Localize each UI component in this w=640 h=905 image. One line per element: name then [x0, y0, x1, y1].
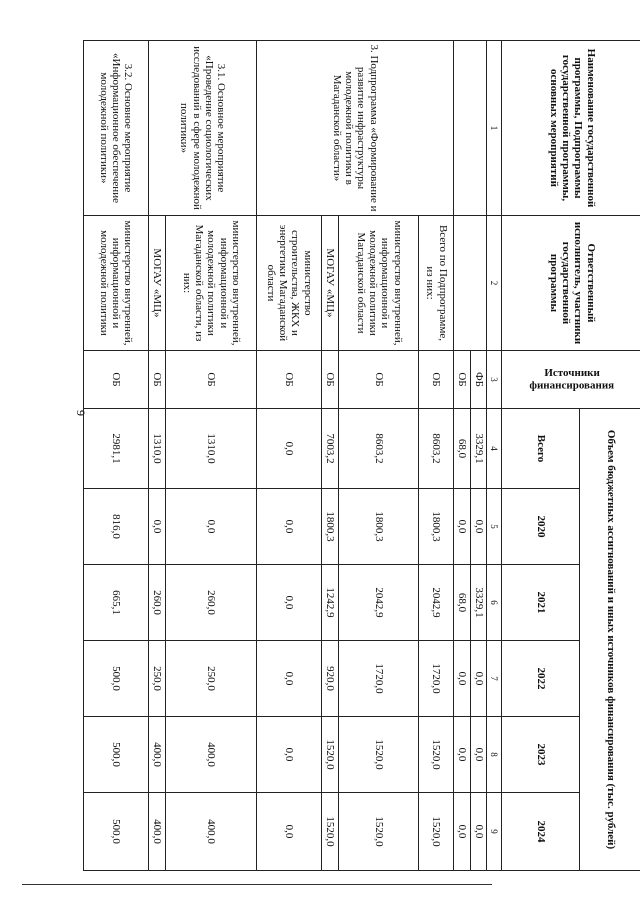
- header-year-2024: 2024: [502, 793, 580, 871]
- header-executor: Ответственный исполнитель, участники государственной программы: [502, 216, 640, 351]
- value-cell: 1800,3: [419, 489, 454, 565]
- value-cell: 1310,0: [166, 409, 257, 489]
- measure-3-1-name: 3.1. Основное мероприятие «Проведение социологических исследований в сфере молодежной политики»: [149, 41, 257, 216]
- col-num: 8: [487, 717, 502, 793]
- table-row: [166, 41, 257, 871]
- col-num: 1: [487, 41, 502, 216]
- source-cell: ОБ: [419, 351, 454, 409]
- value-cell: 1800,3: [339, 489, 419, 565]
- col-num: 3: [487, 351, 502, 409]
- rotated-page-content: [83, 40, 640, 870]
- source-cell: ОБ: [339, 351, 419, 409]
- value-cell: 1520,0: [322, 717, 339, 793]
- value-cell: 0,0: [257, 409, 322, 489]
- source-cell: ФБ: [470, 351, 487, 409]
- col-num: 7: [487, 641, 502, 717]
- value-cell: 2042,9: [419, 565, 454, 641]
- empty-cell: [454, 216, 487, 351]
- value-cell: 400,0: [149, 793, 166, 871]
- column-number-row: [487, 41, 502, 871]
- value-cell: 0,0: [454, 717, 471, 793]
- value-cell: 400,0: [149, 717, 166, 793]
- value-cell: 1520,0: [322, 793, 339, 871]
- bottom-divider: [22, 884, 492, 885]
- col-num: 9: [487, 793, 502, 871]
- value-cell: 1720,0: [339, 641, 419, 717]
- value-cell: 500,0: [84, 793, 149, 871]
- value-cell: 0,0: [454, 489, 471, 565]
- value-cell: 250,0: [149, 641, 166, 717]
- executor-cell: МОГАУ «МЦ»: [149, 216, 166, 351]
- executor-cell: министерство внутренней, информационной и молодежной политики Магаданской области, из них:: [166, 216, 257, 351]
- value-cell: 1720,0: [419, 641, 454, 717]
- header-name: Наименование государственной программы, Подпрограммы государственной программы, основных мероприятий: [502, 41, 640, 216]
- value-cell: 0,0: [257, 565, 322, 641]
- value-cell: 2981,1: [84, 409, 149, 489]
- value-cell: 400,0: [166, 717, 257, 793]
- source-cell: ОБ: [166, 351, 257, 409]
- value-cell: 250,0: [166, 641, 257, 717]
- source-cell: ОБ: [322, 351, 339, 409]
- value-cell: 1310,0: [149, 409, 166, 489]
- header-year-2020: 2020: [502, 489, 580, 565]
- table-row: [470, 41, 487, 871]
- header-total: Всего: [502, 409, 580, 489]
- value-cell: 0,0: [470, 793, 487, 871]
- value-cell: 0,0: [257, 641, 322, 717]
- value-cell: 0,0: [470, 641, 487, 717]
- col-num: 5: [487, 489, 502, 565]
- executor-cell: министерство внутренней, информационной и молодежной политики: [84, 216, 149, 351]
- value-cell: 3329,1: [470, 565, 487, 641]
- value-cell: 260,0: [166, 565, 257, 641]
- value-cell: 7003,2: [322, 409, 339, 489]
- value-cell: 8603,2: [339, 409, 419, 489]
- value-cell: 0,0: [257, 717, 322, 793]
- value-cell: 0,0: [257, 489, 322, 565]
- col-num: 2: [487, 216, 502, 351]
- value-cell: 500,0: [84, 641, 149, 717]
- value-cell: 816,0: [84, 489, 149, 565]
- value-cell: 1520,0: [419, 793, 454, 871]
- value-cell: 68,0: [454, 409, 471, 489]
- executor-cell: министерство внутренней, информационной и молодежной политики Магаданской области: [339, 216, 419, 351]
- value-cell: 0,0: [454, 641, 471, 717]
- header-year-2022: 2022: [502, 641, 580, 717]
- value-cell: 1520,0: [419, 717, 454, 793]
- subprogram-name: 3. Подпрограмма «Формирование и развитие инфраструктуры молодежной политики в Магаданской области»: [257, 41, 454, 216]
- value-cell: 1800,3: [322, 489, 339, 565]
- value-cell: 3329,1: [470, 409, 487, 489]
- value-cell: 400,0: [166, 793, 257, 871]
- header-volume: Объем бюджетных ассигнований и иных источников финансирования (тыс. рублей): [580, 409, 640, 871]
- value-cell: 0,0: [149, 489, 166, 565]
- value-cell: 0,0: [166, 489, 257, 565]
- header-year-2023: 2023: [502, 717, 580, 793]
- empty-cell: [454, 41, 487, 216]
- value-cell: 1242,9: [322, 565, 339, 641]
- value-cell: 665,1: [84, 565, 149, 641]
- value-cell: 260,0: [149, 565, 166, 641]
- value-cell: 0,0: [454, 793, 471, 871]
- value-cell: 500,0: [84, 717, 149, 793]
- source-cell: ОБ: [257, 351, 322, 409]
- header-source-text: Источники финансирования: [529, 367, 615, 392]
- table-row: [84, 41, 149, 871]
- value-cell: 2042,9: [339, 565, 419, 641]
- header-source: [502, 351, 640, 409]
- value-cell: 1520,0: [339, 793, 419, 871]
- source-cell: ОБ: [84, 351, 149, 409]
- table-row: [419, 41, 454, 871]
- value-cell: 0,0: [470, 717, 487, 793]
- executor-cell: МОГАУ «МЦ»: [322, 216, 339, 351]
- header-year-2021: 2021: [502, 565, 580, 641]
- financing-table: [83, 40, 640, 871]
- value-cell: 920,0: [322, 641, 339, 717]
- value-cell: 0,0: [257, 793, 322, 871]
- col-num: 6: [487, 565, 502, 641]
- executor-cell: Всего по Подпрограмме, из них:: [419, 216, 454, 351]
- col-num: 4: [487, 409, 502, 489]
- value-cell: 68,0: [454, 565, 471, 641]
- value-cell: 8603,2: [419, 409, 454, 489]
- measure-3-2-name: 3.2. Основное мероприятие «Информационное обеспечение молодежной политики»: [84, 41, 149, 216]
- value-cell: 0,0: [470, 489, 487, 565]
- executor-cell: министерство строительства, ЖКХ и энергетики Магаданской области: [257, 216, 322, 351]
- value-cell: 1520,0: [339, 717, 419, 793]
- source-cell: ОБ: [149, 351, 166, 409]
- source-cell: ОБ: [454, 351, 471, 409]
- page-number: 9: [74, 410, 88, 416]
